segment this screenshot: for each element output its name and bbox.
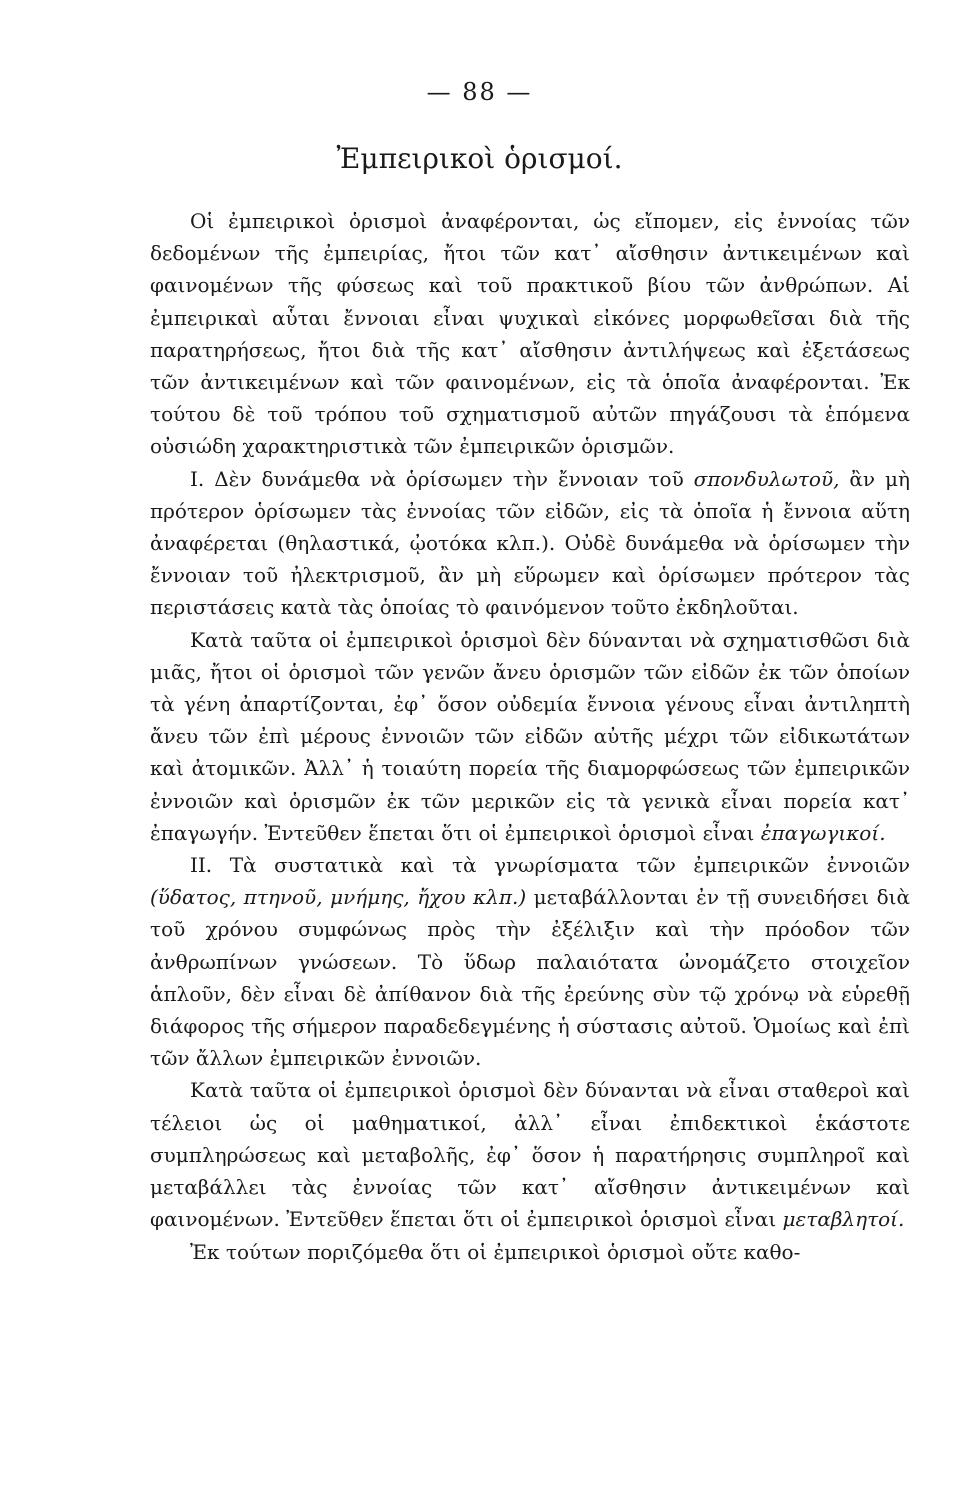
paragraph-conclusion: Ἐκ τούτων ποριζόμεθα ὅτι οἱ ἐμπειρικοὶ ὁρισμοὶ οὔτε καθο-	[190, 1239, 801, 1264]
italic-term: (ὕδατος, πτηνοῦ, μνήμης, ἤχου κλπ.)	[150, 885, 527, 910]
paragraph-inductive	[150, 624, 910, 849]
body-text	[150, 205, 910, 1268]
paragraph-text: II. Τὰ συστατικὰ καὶ τὰ γνωρίσματα τῶν ἐμπειρικῶν ἐννοιῶν	[190, 853, 910, 878]
page-number: — 88 —	[426, 78, 533, 106]
italic-term: σπονδυλωτοῦ,	[693, 466, 840, 491]
section-heading: Ἐμπειρικοὶ ὁρισμοί.	[336, 142, 623, 175]
paragraph-text: Κατὰ ταῦτα οἱ ἐμπειρικοὶ ὁρισμοὶ δὲν δύνανται νὰ σχηματισθῶσι διὰ μιᾶς, ἤτοι οἱ ὁρισμοὶ τῶν γενῶν ἄνευ ὁρισμῶν τῶν εἰδῶν ἐκ τῶν ὁποίων τὰ γένη ἀπαρτίζονται, ἐφ᾿ ὅσον οὐδεμία ἔννοια γένους εἶναι ἀντιληπτὴ ἄνευ τῶν ἐπὶ μέρους ἐννοιῶν τῶν εἰδῶν αὐτῆς μέχρι τῶν εἰδικωτάτων καὶ ἀτομικῶν. Ἀλλ᾿ ἡ τοιαύτη πορεία τῆς διαμορφώσεως τῶν ἐμπειρικῶν ἐννοιῶν καὶ ὁρισμῶν ἐκ τῶν μερικῶν εἰς τὰ γενικὰ εἶναι πορεία κατ᾿ ἐπαγωγήν. Ἐντεῦθεν ἕπεται ὅτι οἱ ἐμπειρικοὶ ὁρισμοὶ εἶναι	[150, 627, 910, 845]
paragraph-intro: Οἱ ἐμπειρικοὶ ὁρισμοὶ ἀναφέρονται, ὡς εἴπομεν, εἰς ἐννοίας τῶν δεδομένων τῆς ἐμπειρίας, ἤτοι τῶν κατ᾿ αἴσθησιν ἀντικειμένων καὶ φαινομένων τῆς φύσεως καὶ τοῦ πρακτικοῦ βίου τῶν ἀνθρώπων. Αἱ ἐμπειρικαὶ αὗται ἔννοιαι εἶναι ψυχικαὶ εἰκόνες μορφωθεῖσαι διὰ τῆς παρατηρήσεως, ἤτοι διὰ τῆς κατ᾿ αἴσθησιν ἀντιλήψεως καὶ ἐξετάσεως τῶν ἀντικειμένων καὶ τῶν φαινομένων, εἰς τὰ ὁποῖα ἀναφέρονται. Ἐκ τούτου δὲ τοῦ τρόπου τοῦ σχηματισμοῦ αὐτῶν πηγάζουσι τὰ ἑπόμενα οὐσιώδη χαρακτηριστικὰ τῶν ἐμπειρικῶν ὁρισμῶν.	[150, 209, 910, 459]
paragraph-text: Κατὰ ταῦτα οἱ ἐμπειρικοὶ ὁρισμοὶ δὲν δύνανται νὰ εἶναι σταθεροὶ καὶ τέλειοι ὡς οἱ μαθηματικοί, ἀλλ᾿ εἶναι ἐπιδεκτικοὶ ἑκάστοτε συμπληρώσεως καὶ μεταβολῆς, ἐφ᾿ ὅσον ἡ παρατήρησις συμπληροῖ καὶ μεταβάλλει τὰς ἐννοίας τῶν κατ᾿ αἴσθησιν ἀντικειμένων καὶ φαινομένων. Ἐντεῦθεν ἕπεται ὅτι οἱ ἐμπειρικοὶ ὁρισμοὶ εἶναι	[150, 1078, 910, 1232]
paragraph-variable	[150, 1074, 910, 1235]
paragraph-point-one	[150, 463, 910, 624]
paragraph-text: I. Δὲν δυνάμεθα νὰ ὁρίσωμεν τὴν ἔννοιαν τοῦ	[190, 466, 694, 491]
paragraph-text: ἂν μὴ πρότερον ὁρίσωμεν τὰς ἐννοίας τῶν εἰδῶν, εἰς τὰ ὁποῖα ἡ ἔννοια αὕτη ἀναφέρεται (θηλαστικά, ᾠοτόκα κλπ.). Οὐδὲ δυνάμεθα νὰ ὁρίσωμεν τὴν ἔννοιαν τοῦ ἠλεκτρισμοῦ, ἂν μὴ εὕρωμεν καὶ ὁρίσωμεν πρότερον τὰς περιστάσεις κατὰ τὰς ὁποίας τὸ φαινόμενον τοῦτο ἐκδηλοῦται.	[150, 466, 910, 620]
paragraph-point-two	[150, 849, 910, 1074]
italic-term: ἐπαγωγικοί.	[760, 820, 886, 845]
paragraph-text: μεταβάλλονται ἐν τῇ συνειδήσει διὰ τοῦ χρόνου συμφώνως πρὸς τὴν ἐξέλιξιν καὶ τὴν πρόοδον τῶν ἀνθρωπίνων γνώσεων. Τὸ ὕδωρ παλαιότατα ὠνομάζετο στοιχεῖον ἁπλοῦν, δὲν εἶναι δὲ ἀπίθανον διὰ τῆς ἐρεύνης σὺν τῷ χρόνῳ νὰ εὑρεθῇ διάφορος τῆς σήμερον παραδεδεγμένης ἡ σύστασις αὐτοῦ. Ὁμοίως καὶ ἐπὶ τῶν ἄλλων ἐμπειρικῶν ἐννοιῶν.	[150, 885, 910, 1071]
italic-term: μεταβλητοί.	[782, 1207, 905, 1232]
